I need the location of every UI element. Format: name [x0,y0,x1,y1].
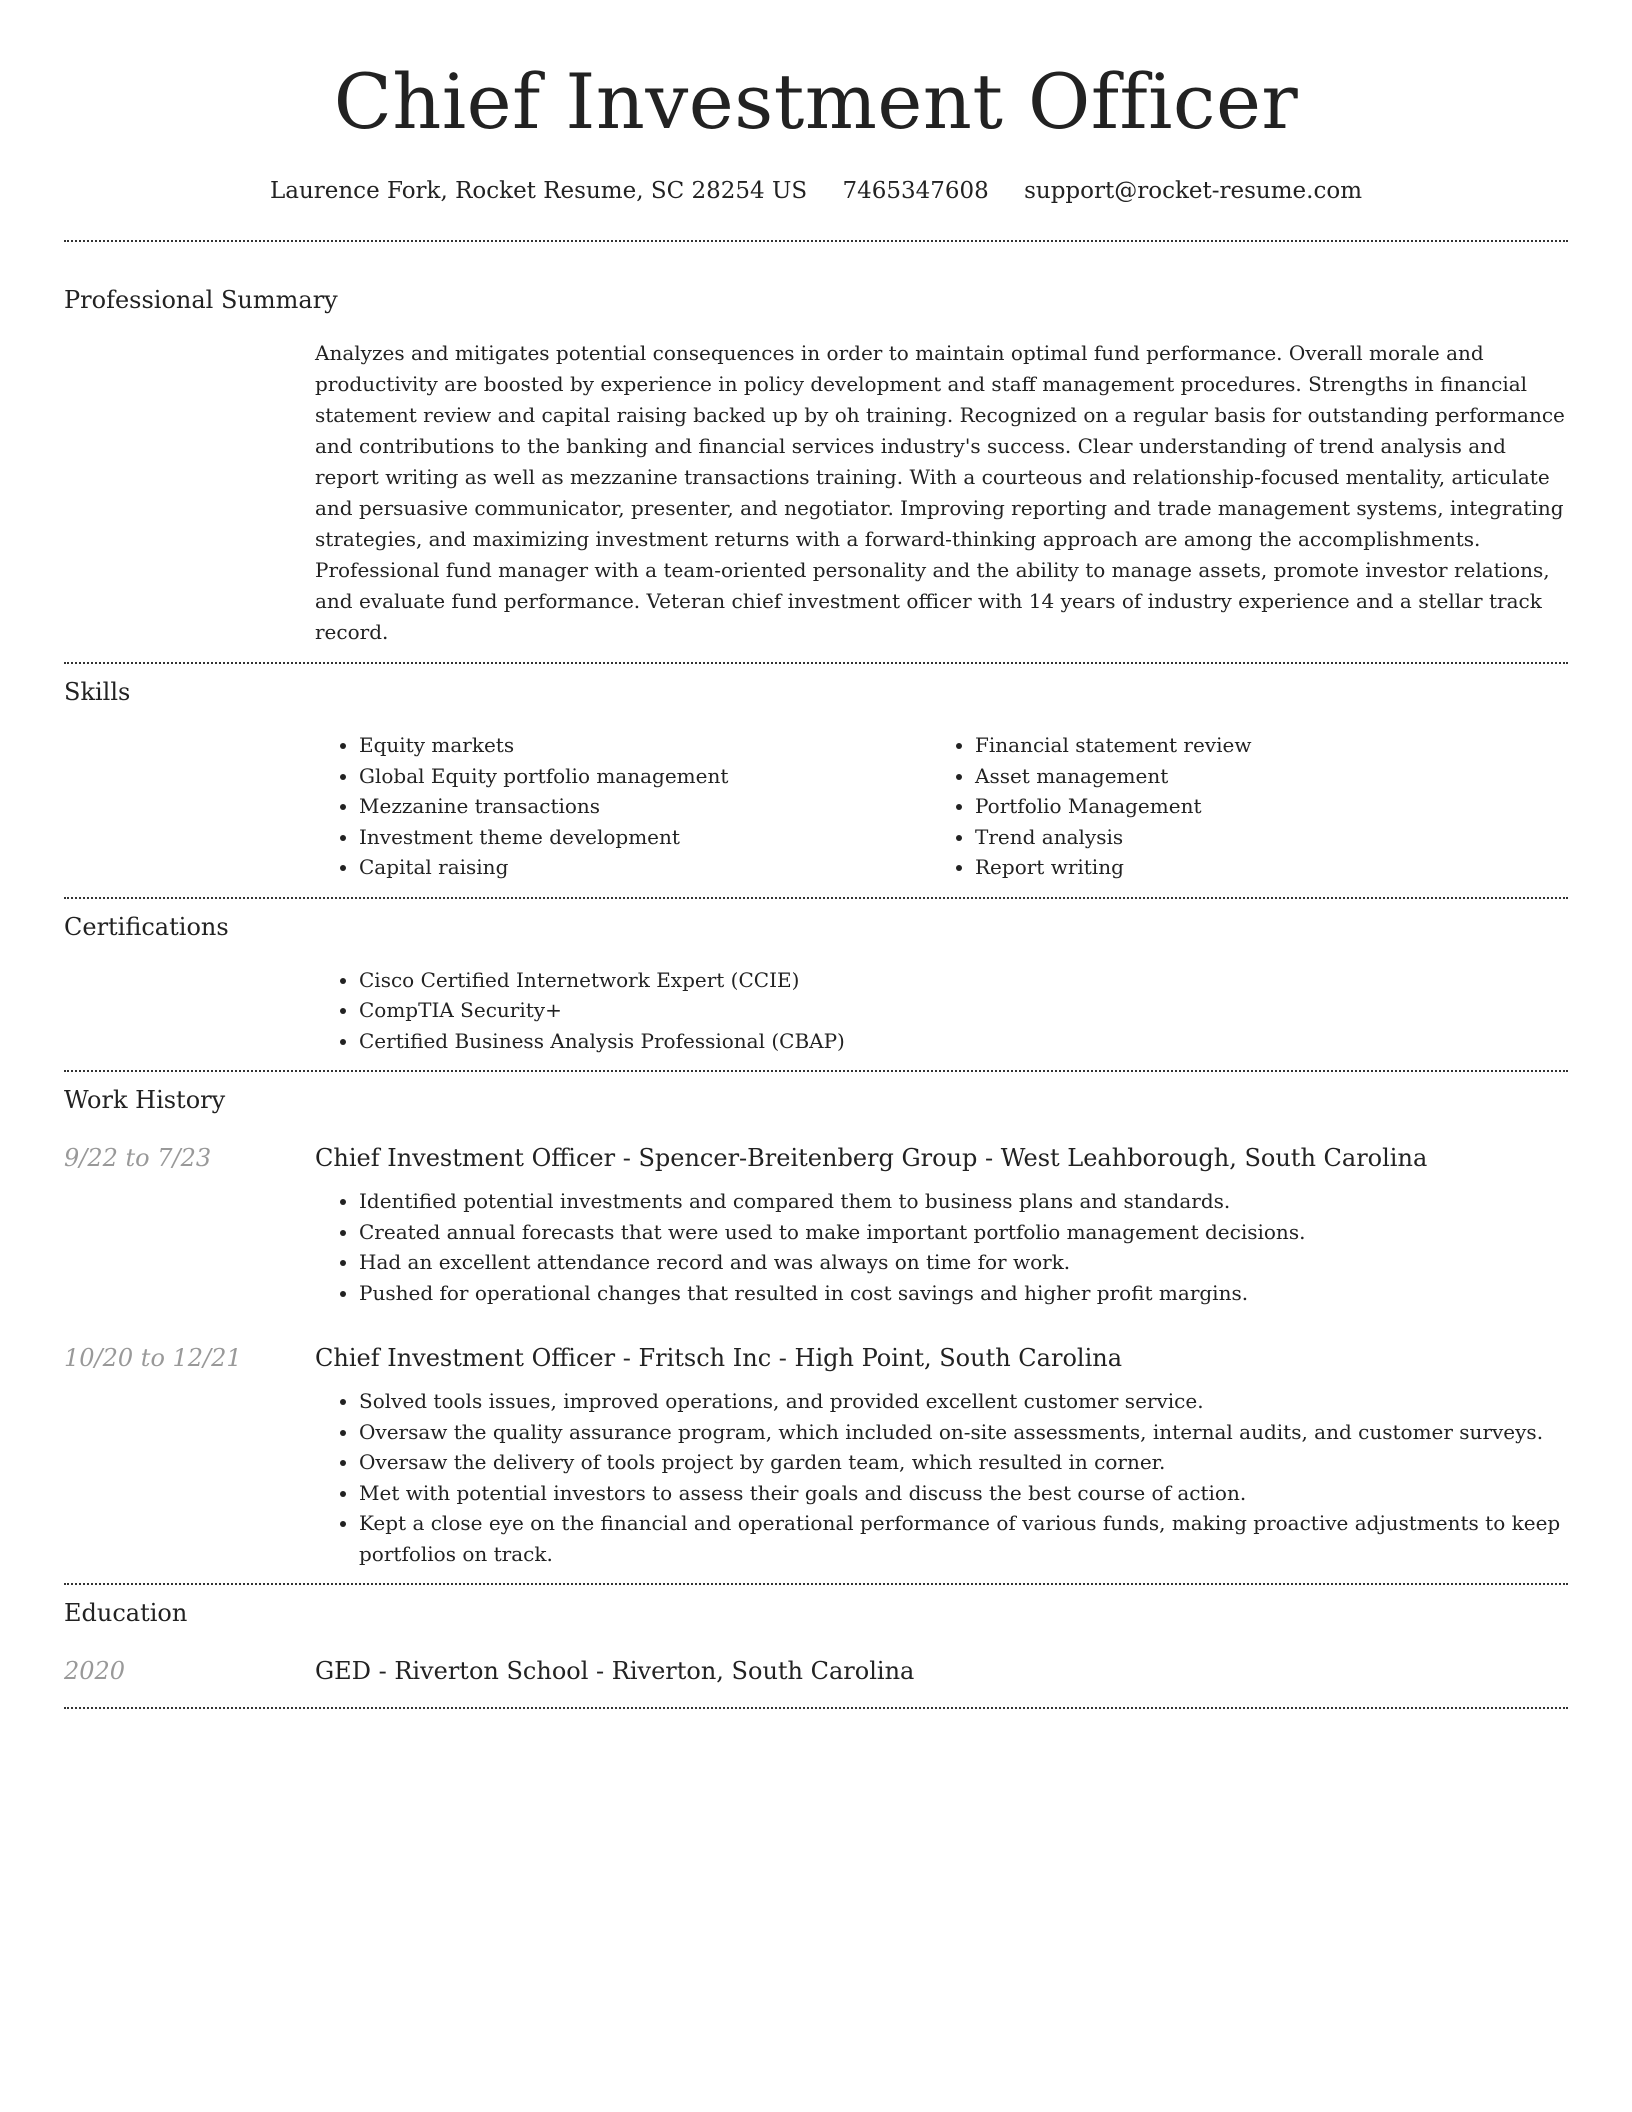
section-divider [64,1707,1568,1709]
education-title [315,1655,914,1687]
skill-item: • Financial statement review [975,730,1547,761]
job-dates: 9/22 to 7/23 [64,1144,212,1172]
education-location: Riverton, South Carolina [611,1657,915,1685]
skills-grid [315,730,1568,897]
job-bullet: • Pushed for operational changes that resulted in cost savings and higher profit margins. [359,1278,1568,1309]
page-title: Chief Investment Officer [333,57,1299,146]
job-bullet: • Oversaw the delivery of tools project by garden team, which resulted in corner. [359,1447,1568,1478]
certification-item: • Certified Business Analysis Professional (CBAP) [359,1026,1568,1057]
certification-item: • CompTIA Security+ [359,995,1568,1026]
job-bullets [315,1186,1568,1308]
summary-text: Analyzes and mitigates potential consequences in order to maintain optimal fund performance. Overall morale and productivity are boosted by experience in policy development and staff management procedures. Strengths in financial statement review and capital raising backed up by oh training. Recognized on a regular basis for outstanding performance and contributions to the banking and financial services industry's success. Clear understanding of trend analysis and report writing as well as mezzanine transactions training. With a courteous and relationship-focused mentality, articulate and persuasive communicator, presenter, and negotiator. Improving reporting and trade management systems, integrating strategies, and maximizing investment returns with a forward-thinking approach are among the accomplishments. Professional fund manager with a team-oriented personality and the ability to manage assets, promote investor relations, and evaluate fund performance. Veteran chief investment officer with 14 years of industry experience and a stellar track record. [315,341,1565,644]
education-heading: Education [64,1599,188,1627]
job-bullets [315,1386,1568,1569]
skills-column-left [315,730,931,883]
job-bullet: • Met with potential investors to assess their goals and discuss the best course of action. [359,1478,1568,1509]
certifications-section [64,899,1568,1071]
job-title [315,1142,1427,1174]
summary-section [64,242,1568,662]
separator: - [977,1144,1001,1172]
job-bullet: • Oversaw the quality assurance program, which included on-site assessments, internal audits, and customer surveys. [359,1417,1568,1448]
contact-email: support@rocket-resume.com [1024,178,1363,204]
job-title [315,1342,1122,1374]
job-role: Chief Investment Officer [315,1144,616,1172]
education-school: Riverton School [394,1657,589,1685]
skills-section [64,664,1568,897]
separator: - [615,1144,639,1172]
resume-header [64,0,1568,206]
summary-heading: Professional Summary [64,286,338,314]
skill-item: • Trend analysis [975,822,1547,853]
skills-heading: Skills [64,678,131,706]
job-entry [64,1342,1568,1569]
skill-item: • Portfolio Management [975,791,1547,822]
contact-address: Laurence Fork, Rocket Resume, SC 28254 US [269,178,808,204]
job-bullet: • Solved tools issues, improved operations, and provided excellent customer service. [359,1386,1568,1417]
certifications-heading: Certifications [64,912,229,941]
skill-item: • Investment theme development [359,822,931,853]
contact-phone: 7465347608 [842,178,989,204]
job-company: Fritsch Inc [638,1344,772,1372]
skill-item: • Mezzanine transactions [359,791,931,822]
work-history-section [64,1072,1568,1583]
separator: - [771,1344,795,1372]
job-bullet: • Identified potential investments and compared them to business plans and standards. [359,1186,1568,1217]
skill-item: • Capital raising [359,852,931,883]
job-entry [64,1142,1568,1308]
contact-line [64,176,1568,206]
job-role: Chief Investment Officer [315,1344,616,1372]
education-degree: GED [315,1657,371,1685]
job-company: Spencer-Breitenberg Group [638,1144,978,1172]
education-entry [64,1655,1568,1687]
job-header [64,1142,1568,1174]
job-header [64,1342,1568,1374]
job-bullet: • Created annual forecasts that were used to make important portfolio management decisions. [359,1217,1568,1248]
certifications-list [315,965,1568,1071]
skill-item: • Equity markets [359,730,931,761]
skill-item: • Asset management [975,761,1547,792]
separator: - [588,1657,612,1685]
job-location: West Leahborough, South Carolina [1000,1144,1428,1172]
skill-item: • Global Equity portfolio management [359,761,931,792]
certification-item: • Cisco Certified Internetwork Expert (CCIE) [359,965,1568,996]
skill-item: • Report writing [975,852,1547,883]
work-history-heading: Work History [64,1086,226,1114]
separator: - [370,1657,395,1685]
job-dates: 10/20 to 12/21 [64,1344,242,1372]
job-location: High Point, South Carolina [794,1344,1123,1372]
job-bullet: • Kept a close eye on the financial and operational performance of various funds, making proactive adjustments to keep portfolios on track. [359,1508,1568,1569]
separator: - [615,1344,639,1372]
job-bullet: • Had an excellent attendance record and was always on time for work. [359,1247,1568,1278]
skills-column-right [931,730,1547,883]
education-section [64,1585,1568,1707]
education-year: 2020 [64,1657,126,1685]
